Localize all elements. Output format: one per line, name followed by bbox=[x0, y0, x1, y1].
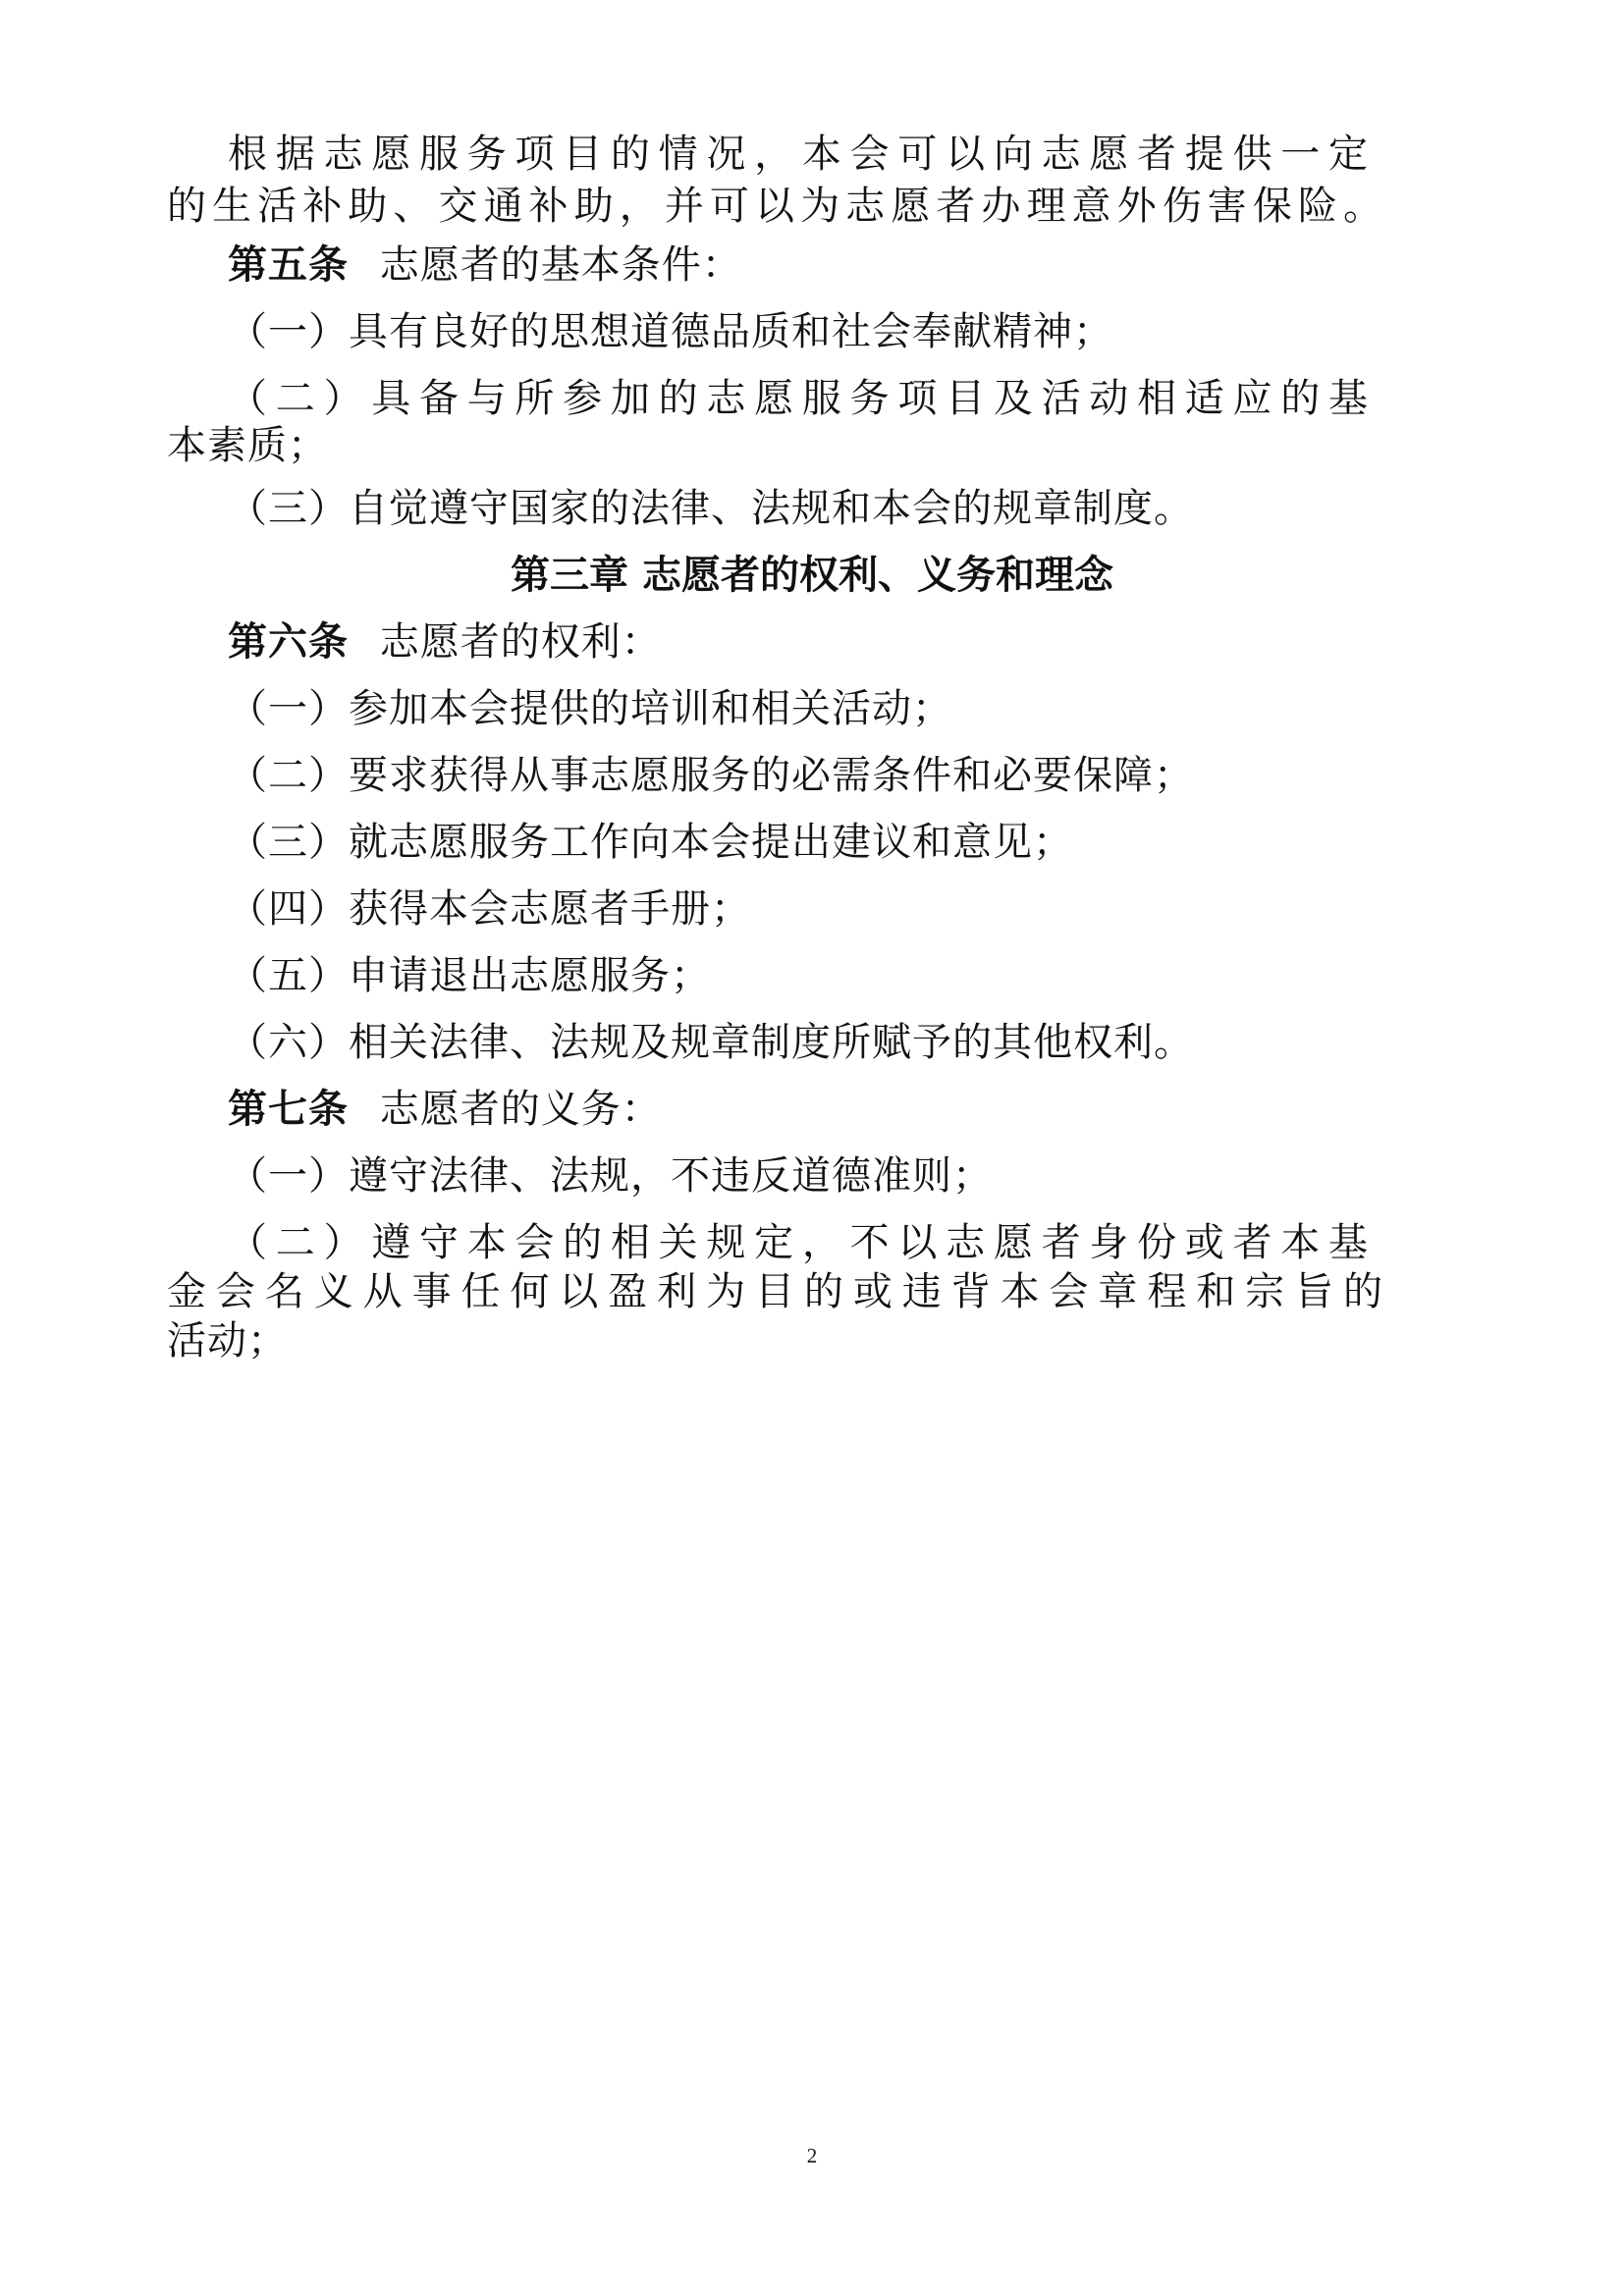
list-item: （一）具有良好的思想道德品质和社会奉献精神； bbox=[228, 309, 1113, 354]
page-number: 2 bbox=[806, 2144, 818, 2167]
article-6-line bbox=[228, 613, 662, 671]
list-item: （一）参加本会提供的培训和相关活动； bbox=[228, 686, 952, 731]
article-6-heading: 第六条 bbox=[228, 619, 349, 665]
list-item: （二）具备与所参加的志愿服务项目及活动相适应的基 bbox=[228, 376, 1368, 421]
list-item-continuation: 金会名义从事任何以盈利为目的或违背本会章程和宗旨的 bbox=[167, 1269, 1382, 1314]
list-item: （五）申请退出志愿服务； bbox=[228, 953, 711, 998]
list-item: （三）自觉遵守国家的法律、法规和本会的规章制度。 bbox=[228, 486, 1194, 531]
list-item-continuation: 本素质； bbox=[167, 423, 328, 468]
article-5-heading: 第五条 bbox=[228, 242, 349, 288]
body-text-line: 的生活补助、交通补助，并可以为志愿者办理意外伤害保险。 bbox=[167, 184, 1382, 229]
article-7-heading: 第七条 bbox=[228, 1087, 349, 1132]
body-text-line: 根据志愿服务项目的情况，本会可以向志愿者提供一定 bbox=[228, 132, 1368, 177]
list-item: （四）获得本会志愿者手册； bbox=[228, 886, 751, 932]
article-7-text: 志愿者的义务： bbox=[379, 1087, 662, 1132]
list-item: （三）就志愿服务工作向本会提出建议和意见； bbox=[228, 820, 1073, 865]
list-item: （六）相关法律、法规及规章制度所赋予的其他权利。 bbox=[228, 1020, 1194, 1065]
article-5-text: 志愿者的基本条件： bbox=[379, 242, 742, 288]
list-item: （二）遵守本会的相关规定，不以志愿者身份或者本基 bbox=[228, 1220, 1368, 1265]
list-item-continuation: 活动； bbox=[167, 1318, 288, 1363]
list-item: （一）遵守法律、法规，不违反道德准则； bbox=[228, 1153, 993, 1199]
article-6-text: 志愿者的权利： bbox=[379, 619, 662, 665]
article-7-line bbox=[228, 1080, 662, 1139]
list-item: （二）要求获得从事志愿服务的必需条件和必要保障； bbox=[228, 753, 1194, 798]
article-5-line bbox=[228, 236, 742, 294]
chapter-title: 第三章 志愿者的权利、义务和理念 bbox=[511, 553, 1113, 598]
